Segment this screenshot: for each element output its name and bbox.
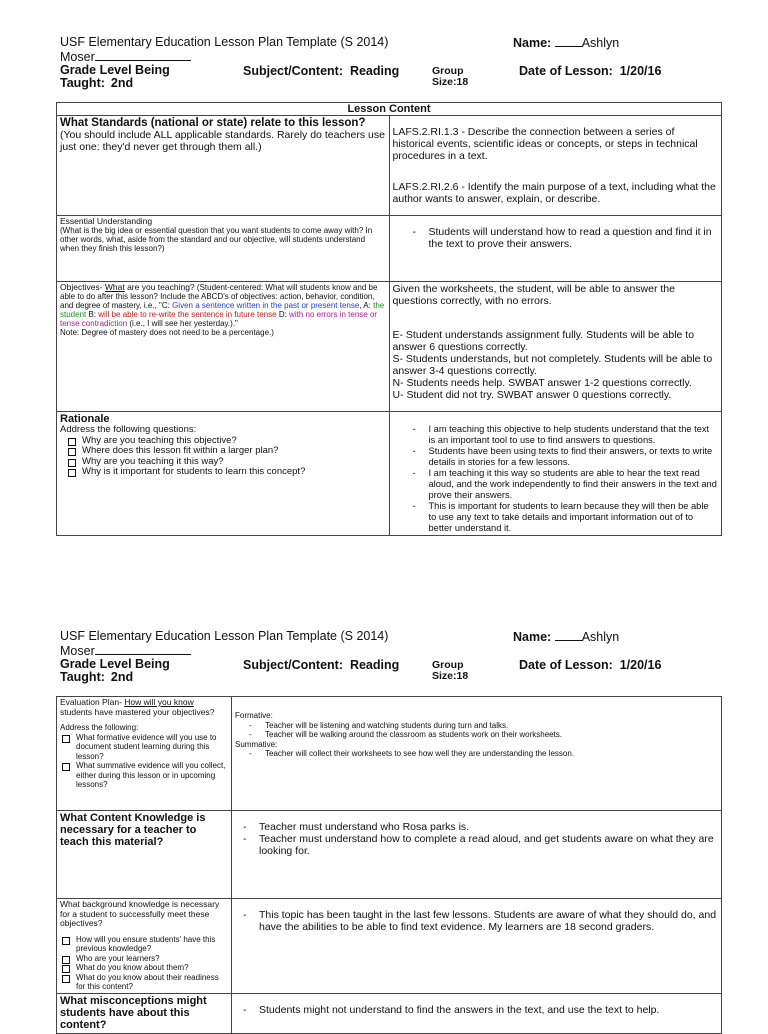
group-size: Group Size:18 bbox=[432, 659, 469, 682]
content-knowledge-answer: - Teacher must understand who Rosa parks is. - Teacher must understand how to complete a read aloud, and get students aware on what they are looking for. bbox=[232, 811, 722, 899]
background-knowledge-answer: - This topic has been taught in the last few lessons. Students are aware of what they should do, and have the abilities to be able to find text evidence. My learners are 18 second graders. bbox=[232, 899, 722, 994]
name-value-line2: Moser bbox=[60, 49, 191, 64]
background-knowledge-question: What background knowledge is necessary for a student to successfully meet these objectives? How will you ensure students' have this previous knowledge? Who are your learners? What do you know about them? What do you know about their readiness for this content? bbox=[57, 899, 232, 994]
standards-answer: LAFS.2.RI.1.3 - Describe the connection between a series of historical events, scientific ideas or concepts, or steps in technical procedures in a text. LAFS.2.RI.2.6 - Identify the main purpose of a text, including what the author wants to answer, explain, or describe. bbox=[389, 116, 722, 216]
lesson-date: Date of Lesson: 1/20/16 bbox=[519, 658, 662, 672]
grade-level: Grade Level Being Taught: 2nd bbox=[60, 657, 170, 684]
name-field: Name: Ashlyn bbox=[513, 630, 620, 644]
misconceptions-answer: - Students might not understand to find the answers in the text, and use the text to help. bbox=[232, 993, 722, 1033]
subject-content: Subject/Content: Reading bbox=[243, 658, 400, 672]
group-size: Group Size:18 bbox=[432, 65, 469, 88]
subject-content: Subject/Content: Reading bbox=[243, 64, 400, 78]
template-title: USF Elementary Education Lesson Plan Template (S 2014) bbox=[60, 35, 389, 49]
evaluation-table bbox=[56, 696, 722, 1034]
content-knowledge-question: What Content Knowledge is necessary for a teacher to teach this material? bbox=[57, 811, 232, 899]
objectives-answer: Given the worksheets, the student, will be able to answer the questions correctly, with no errors. E- Student understands assignment fully. Students will be able to answer 6 questions correctly. S- Students understands, but not completely. Students will be able to answer 3-4 questions correctly. N- Students needs help. SWBAT answer 1-2 questions correctly. U- Student did not try. SWBAT answer 0 questions correctly. bbox=[389, 282, 722, 412]
name-field: Name: Ashlyn bbox=[513, 36, 620, 50]
essential-understanding-answer: - Students will understand how to read a question and find it in the text to prove their answers. bbox=[389, 216, 722, 282]
grade-level: Grade Level Being Taught: 2nd bbox=[60, 63, 170, 90]
misconceptions-question: What misconceptions might students have about this content? bbox=[57, 993, 232, 1033]
lesson-content-caption: Lesson Content bbox=[57, 103, 722, 116]
standards-question: What Standards (national or state) relate to this lesson? (You should include ALL applicable standards. Rarely do teachers use just one: they'd never get through them all.) bbox=[57, 116, 390, 216]
essential-understanding-question: Essential Understanding (What is the big idea or essential question that you want students to come away with? In other words, what, aside from the standard and our objective, will students understand when they finish this lesson?) bbox=[57, 216, 390, 282]
rationale-question: Rationale Address the following questions: Why are you teaching this objective? Where does this lesson fit within a larger plan? Why are you teaching it this way? Why is it important for students to learn this concept? bbox=[57, 412, 390, 536]
rationale-answer: - I am teaching this objective to help students understand that the text is an important tool to use to find answers to questions. - Students have been using texts to find their answers, or texts to write details in stories for a few lessons. - I am teaching it this way so students are able to hear the text read aloud, and the work independently to find their answers in the text and prove their answers. - This is important for students to learn because they will then be able to use any text to take details and important information out of to better understand it. bbox=[389, 412, 722, 536]
objectives-question: Objectives- What are you teaching? (Student-centered: What will students know and be able to do after this lesson? Include the ABCD's of objectives: action, behavior, condition, and degree of mastery, i.e., "C: Given a sentence written in the past or present tense, A: the student B: will be able to re-write the sentence in future tense D: with no errors in tense or tense contradiction (i.e., I will see her yesterday.)." Note: Degree of mastery does not need to be a percentage.) bbox=[57, 282, 390, 412]
template-title: USF Elementary Education Lesson Plan Template (S 2014) bbox=[60, 629, 389, 643]
lesson-content-table bbox=[56, 102, 722, 536]
name-value-line2: Moser bbox=[60, 643, 191, 658]
evaluation-question: Evaluation Plan- How will you know students have mastered your objectives? Address the following: What formative evidence will you use to document student learning during this lesson? What summative evidence will you collect, either during this lesson or in upcoming lessons? bbox=[57, 697, 232, 811]
lesson-date: Date of Lesson: 1/20/16 bbox=[519, 64, 662, 78]
evaluation-answer: Formative: - Teacher will be listening and watching students during turn and talks. - Teacher will be walking around the classroom as students work on their worksheets. Summative: - Teacher will collect their worksheets to see how well they are understanding the lesson. bbox=[232, 697, 722, 811]
